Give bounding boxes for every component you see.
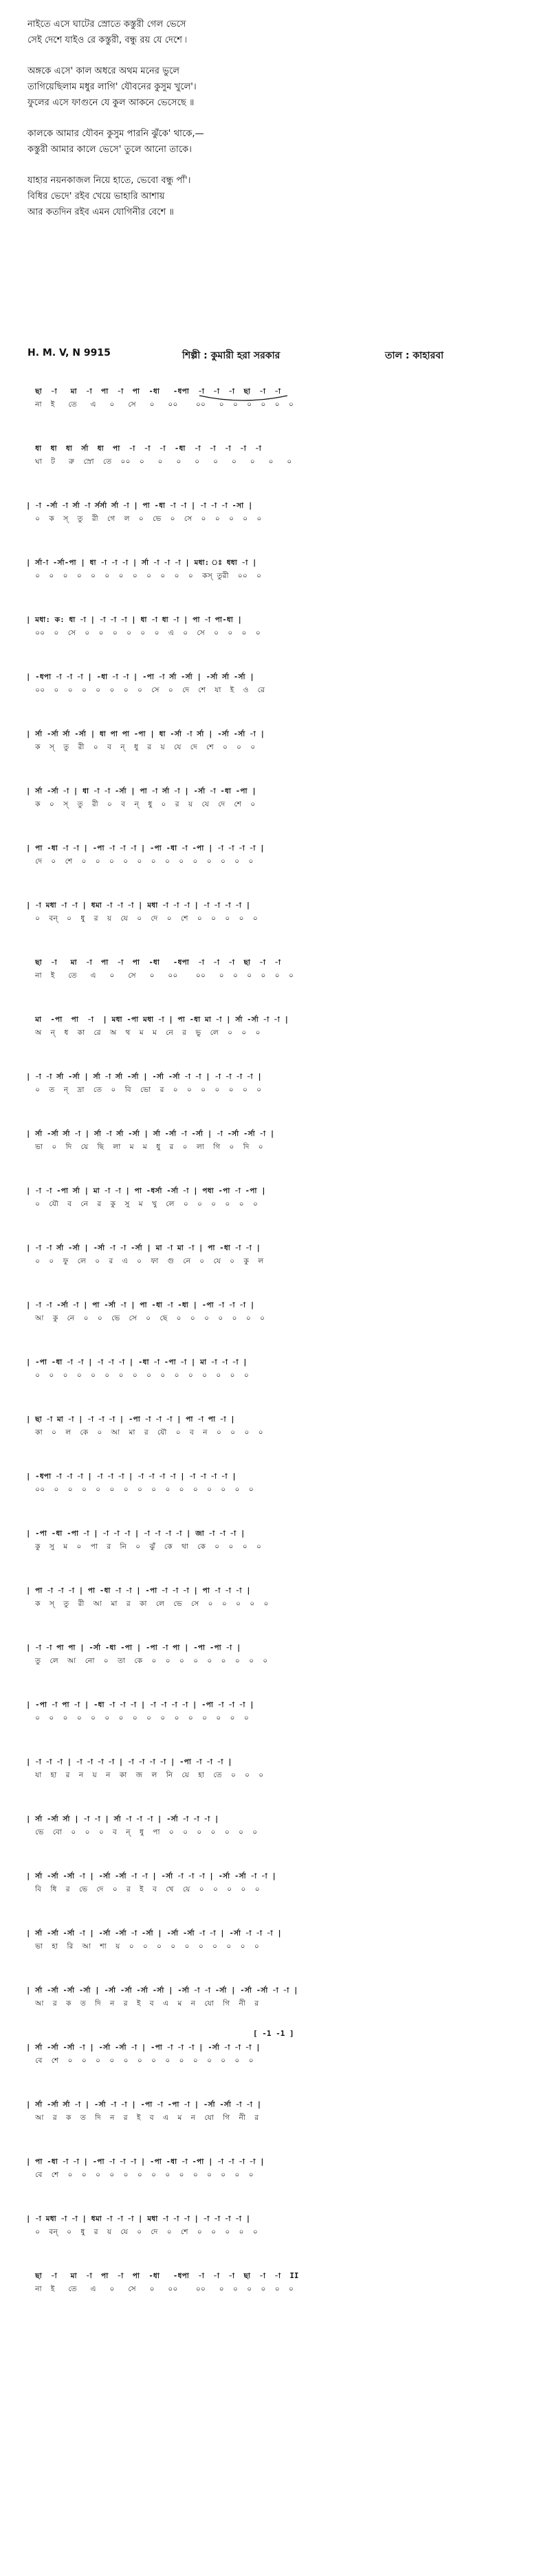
bani-line: ০ ০ ০ ০ ০ ০ ০ ০ ০ ০ ০ ০ কস্ তুরী ০০ ০ — [26, 572, 262, 580]
swar-line: | -ধপা -া -া -া | -ধা -া -া | -পা -া র্সা -র্সা | -র্সা র্সা -র্সা | — [26, 673, 254, 681]
bani-line: ভা ০ দি য়ে ছি লা ম ম ধু র ০ লা গি ০ দি ০ — [26, 1143, 263, 1151]
notation-row — [26, 1813, 535, 1870]
swar-line: | -া -া -র্সা -া | পা -র্সা -া | পা -ধা -া -ধা | -পা -া -া -া | — [26, 1301, 255, 1309]
record-number: H. M. V, N 9915 — [28, 347, 111, 358]
swar-line: | পা -ধা -া -া | -পা -া -া -া | -পা -ধা -া -পা | -া -া -া -া | — [26, 844, 265, 852]
swar-line: | র্সা-া -র্সা-পা | ধা -া -া -া | র্সা -া -া -া | মধা: ঃ ধধা -া | — [26, 559, 257, 567]
notation-row — [26, 1185, 535, 1242]
repeat-bracket: [ -1 -1 ] — [253, 2029, 294, 2038]
swar-line: ধা ধা ধা র্সা ধা পা -া -া -া -ধা -া -া -া -া -া — [26, 444, 262, 453]
notation-row — [26, 1013, 535, 1071]
swar-line: | ছা -া মা -া | -া -া -া | -পা -া -া -া | পা -া পা -া | — [26, 1415, 235, 1424]
notation-row — [26, 1071, 535, 1128]
bani-line: দে ০ শে ০ ০ ০ ০ ০ ০ ০ ০ ০ ০ ০ ০ ০ — [26, 857, 254, 866]
bani-line: ০০ ০ ০ ০ ০ ০ ০ ০ ০ ০ ০ ০ ০ ০ ০ ০ — [26, 1485, 254, 1494]
notation-row — [26, 557, 535, 614]
swar-line: | র্সা -র্সা -র্সা -া | -র্সা -র্সা -া -া | -র্সা -া -া -া | -র্সা -র্সা -া -া | — [26, 1872, 277, 1880]
notation-row — [26, 785, 535, 842]
bani-line: ০ বন্ ০ ধু র য় যে ০ দে ০ শে ০ ০ ০ ০ ০ — [26, 914, 258, 923]
bani-line: ভে বো ০ ০ ০ ব ন্ ধু পা ০ ০ ০ ০ ০ ০ ০ — [26, 1828, 258, 1836]
notation-row — [26, 385, 535, 442]
swar-line: | -া -া -পা র্সা | মা -া -া | পা -ধর্সা -র্সা -া | পধা -পা -া -পা | — [26, 1187, 266, 1195]
bani-line: ০ ত ন্ দ্রা তে ০ বি ভো র ০ ০ ০ ০ ০ ০ ০ — [26, 1086, 262, 1094]
swar-line: | র্সা -র্সা -র্সা -া | -র্সা -র্সা -া -র্সা | -র্সা -র্সা -া -া | -র্সা -া -া -া | — [26, 1929, 282, 1938]
bani-line: যা হা র ন য় ন কা জ ল নি য়ে হা তে ০ ০ ০ — [26, 1771, 264, 1779]
swar-line: | র্সা -র্সা -া | ধা -া -া -র্সা | পা -া র্সা -া | -র্সা -া -ধা -পা | — [26, 787, 256, 795]
notation-row — [26, 1128, 535, 1185]
bani-line: আ র ক ত দি ন র ই ব এ ম ন যো গি নী র — [26, 1999, 259, 2008]
swar-line: | র্সা -র্সা -র্সা -া | -র্সা -র্সা -া | -পা -া -া -া | -র্সা -া -া -া | — [26, 2043, 261, 2052]
swar-line: | র্সা -র্সা -র্সা -র্সা | -র্সা -র্সা -র্সা -র্সা | -র্সা -া -া -র্সা | -র্সা -র্সা -া -া | — [26, 1986, 298, 1995]
notation-row — [26, 1756, 535, 1813]
lyric-line: কস্তুরী আমার কালে ভেসে' তুলে আনো তাকে। — [28, 144, 192, 155]
notation-row — [26, 842, 535, 899]
bani-line: ক স্ তু রী ০ ব ন্ ধু র য় যে দে শে ০ ০ ০ — [26, 743, 256, 751]
bani-line: আ কু নে ০ ০ ভে সে ০ ছে ০ ০ ০ ০ ০ ০ ০ — [26, 1314, 265, 1322]
notation-row — [26, 1356, 535, 1413]
notation-row — [26, 1642, 535, 1699]
bani-line: কু সু ম ০ পা র নি ০ ঝুঁ কে থা কে ০ ০ ০ ০ — [26, 1543, 262, 1551]
bani-line: ০ ০ ফু লে ০ র এ ০ ফা গু নে ০ যে ০ কু ল — [26, 1257, 264, 1265]
swar-line: | -পা -া পা -া | -ধা -া -া -া | -া -া -া -া | -পা -া -া -া | — [26, 1701, 254, 1709]
notation-section — [0, 385, 550, 2327]
notation-row — [26, 671, 535, 728]
lyric-line: ফুলের এসে ফাগুনে যে কুল আকনে ভেসেছে ॥ — [28, 98, 195, 108]
swar-line: | -া মধা -া -া | ধমা -া -া -া | মধা -া -া -া | -া -া -া -া | — [26, 901, 251, 910]
swar-line: | -া -া র্সা -র্সা | -র্সা -া -া -র্সা | মা -া মা -া | পা -ধা -া -া | — [26, 1244, 261, 1252]
lyric-line: আর কতদিন রইব এমন যোগিনীর বেশে ॥ — [28, 207, 174, 217]
record-header — [28, 347, 529, 367]
bani-line: বি ধি র ভে দে ০ র ই ব খে য়ে ০ ০ ০ ০ ০ — [26, 1885, 260, 1893]
artist-credit: শিল্পী : কুমারী হরা সরকার — [182, 350, 280, 361]
bani-line: ক স্ তু রী আ মা র কা লে ভে সে ০ ০ ০ ০ ০ — [26, 1600, 269, 1608]
swar-line: মা -পা পা -া | মধা -পা মধা -া | পা -ধা মা -া | র্সা -র্সা -া -া | — [26, 1016, 289, 1024]
swar-line: ছা -া মা -া পা -া পা -ধা -ধপা -া -া -া ছা -া -া — [26, 387, 281, 396]
bani-line: ০ যৌ ব নে র কু সু ম খু লে ০ ০ ০ ০ ০ ০ — [26, 1200, 258, 1208]
swar-line: | র্সা -র্সা র্সা | -া -া | র্সা -া -া -া | -র্সা -া -া -া | — [26, 1815, 219, 1823]
notation-row — [26, 2213, 535, 2270]
bani-line: ০ ০ ০ ০ ০ ০ ০ ০ ০ ০ ০ ০ ০ ০ ০ ০ — [26, 1371, 249, 1380]
lyric-line: সেই দেশে যাইও রে কস্তুরী, বন্ধু রয় যে দেশে ৷ — [28, 35, 187, 45]
notation-row — [26, 1870, 535, 1927]
swar-line: | পা -া -া -া | পা -ধা -া -া | -পা -া -া -া | পা -া -া -া | — [26, 1587, 251, 1595]
swar-line: | -পা -ধা -পা -া | -া -া -া | -া -া -া -া | জা -া -া -া | — [26, 1530, 245, 1538]
lyric-stanza — [28, 63, 522, 111]
swar-line: ছা -া মা -া পা -া পা -ধা -ধপা -া -া -া ছা -া -া II — [26, 2272, 299, 2280]
lyric-line: কালকে আমার যৌবন কুসুম পারনি ঝুঁকে' থাকে,— — [28, 129, 204, 139]
lyric-line: তাগিয়েছিলাম মধুর লাগি' যৌবনের কুসুম খুলে'। — [28, 82, 197, 92]
notation-row — [26, 1242, 535, 1299]
lyric-line: অঙ্গকে এসে' কাল অধরে অথম মনের ভুলে — [28, 66, 180, 76]
swar-line: | -া -া -া | -া -া -া -া | -া -া -া -া | -পা -া -া -া | — [26, 1758, 232, 1766]
lyric-line: নাইতে এসে ঘাটের স্রোতে কস্তুরী গেল ভেসে — [28, 19, 186, 30]
bani-line: আ র ক ত দি ন র ই ব এ ম ন যো গি নী র — [26, 2114, 259, 2122]
swar-line: | -া মধা -া -া | ধমা -া -া -া | মধা -া -া -া | -া -া -া -া | — [26, 2215, 251, 2223]
swar-line: | র্সা -র্সা র্সা -া | র্সা -া র্সা -র্সা | র্সা -র্সা -া -র্সা | -া -র্সা -র্সা -া | — [26, 1130, 275, 1138]
notation-row — [26, 1927, 535, 1984]
notation-row — [26, 1470, 535, 1527]
swar-line: | -া -া র্সা -র্সা | র্সা -া র্সা -র্সা | -র্সা -র্সা -া -া | -া -া -া -া | — [26, 1073, 262, 1081]
notation-row — [26, 899, 535, 956]
bani-line: অ ন্ ধ কা রে অ থ ম ম নে র ভু লে ০ ০ ০ — [26, 1029, 261, 1037]
bani-line: ভা হা রি আ শা য় ০ ০ ০ ০ ০ ০ ০ ০ ০ ০ — [26, 1942, 259, 1951]
swar-line: | -পা -ধা -া -া | -া -া -া | -ধা -া -পা -া | মা -া -া -া | — [26, 1358, 248, 1366]
bani-line: ক ০ স্ তু রী ০ ব ন্ ধু ০ র য় যে দে শে ০ — [26, 800, 256, 808]
notation-row — [26, 2099, 535, 2156]
slur-mark — [198, 394, 289, 404]
notation-row — [26, 1699, 535, 1756]
notation-row — [26, 2156, 535, 2213]
notation-row — [26, 442, 535, 500]
bani-line: ০ ক স্ তু রী গে ল ০ ভে ০ সে ০ ০ ০ ০ ০ — [26, 515, 262, 523]
notation-row — [26, 956, 535, 1013]
notation-row — [26, 2029, 535, 2099]
lyric-stanza — [28, 173, 522, 220]
lyrics-block — [28, 17, 522, 235]
swar-line: | -া -া পা পা | -র্সা -ধা -পা | -পা -া পা | -পা -পা -া | — [26, 1644, 241, 1652]
bani-line: না ই তে এ ০ সে ০ ০০ ০০ ০ ০ ০ ০ ০ ০ — [26, 972, 294, 980]
swar-line: ছা -া মা -া পা -া পা -ধা -ধপা -া -া -া ছা -া -া — [26, 958, 281, 967]
swar-line: | র্সা -র্সা র্সা -া | -র্সা -া -া | -পা -া -পা -া | -র্সা -র্সা -া -া | — [26, 2101, 262, 2109]
bani-line: তু লে আ নো ০ তা কে ০ ০ ০ ০ ০ ০ ০ ০ ০ — [26, 1657, 268, 1665]
notation-row — [26, 1413, 535, 1470]
bani-line: কা ০ ল কে ০ আ মা র যৌ ০ ব ন ০ ০ ০ ০ — [26, 1428, 263, 1437]
swar-line: | -ধপা -া -া -া | -া -া -া | -া -া -া -া | -া -া -া -া | — [26, 1472, 236, 1481]
lyric-line: বিধির ভেদে' রইব খেয়ে ভাহারি আশায় — [28, 191, 165, 202]
notation-row — [26, 1585, 535, 1642]
taal-label: তাল : কাহারবা — [385, 350, 444, 361]
lyric-stanza — [28, 126, 522, 158]
bani-line: ০ ০ ০ ০ ০ ০ ০ ০ ০ ০ ০ ০ ০ ০ ০ ০ — [26, 1714, 249, 1722]
bani-line: ০ বন্ ০ ধু র য় যে ০ দে ০ শে ০ ০ ০ ০ ০ — [26, 2228, 258, 2236]
notation-row — [26, 500, 535, 557]
bani-line: বে শে ০ ০ ০ ০ ০ ০ ০ ০ ০ ০ ০ ০ ০ ০ — [26, 2057, 254, 2065]
bani-line: বে শে ০ ০ ০ ০ ০ ০ ০ ০ ০ ০ ০ ০ ০ ০ — [26, 2171, 254, 2179]
swar-line: | পা -ধা -া -া | -পা -া -া -া | -পা -ধা -া -পা | -া -া -া -া | — [26, 2158, 265, 2166]
swar-line: | মধা: ক: ধা -া | -া -া -া | ধা -া ধা -া | পা -া পা-ধা | — [26, 616, 243, 624]
notation-row — [26, 1299, 535, 1356]
bani-line: ঘা ট রু স্রো তে ০০ ০ ০ ০ ০ ০ ০ ০ ০ ০ — [26, 458, 292, 466]
bani-line: ০০ ০ ০ ০ ০ ০ ০ ০ সে ০ দে শে যা ই ও রে — [26, 686, 265, 694]
bani-line: না ই তে এ ০ সে ০ ০০ ০০ ০ ০ ০ ০ ০ ০ — [26, 2285, 294, 2293]
swar-line: | র্সা -র্সা র্সা -র্সা | ধা পা পা -পা | ধা -র্সা -া র্সা | -র্সা -র্সা -া | — [26, 730, 265, 738]
lyric-line: যাহার নয়নকাজল নিয়ে হাতে, ভেবো বন্ধু পাঁ'। — [28, 175, 191, 186]
notation-row — [26, 1527, 535, 1585]
swar-line: | -া -র্সা -া র্সা -া র্সর্সা র্সা -া | পা -ধা -া -া | -া -া -া -সা | — [26, 502, 253, 510]
notation-row — [26, 728, 535, 785]
lyric-stanza — [28, 17, 522, 48]
notation-row — [26, 614, 535, 671]
bani-line: না ই তে এ ০ সে ০ ০০ ০০ ০ ০ ০ ০ ০ ০ — [26, 400, 294, 409]
bani-line: ০০ ০ সে ০ ০ ০ ০ ০ ০ এ ০ সে ০ ০ ০ ০ — [26, 629, 261, 637]
notation-row — [26, 2270, 535, 2327]
